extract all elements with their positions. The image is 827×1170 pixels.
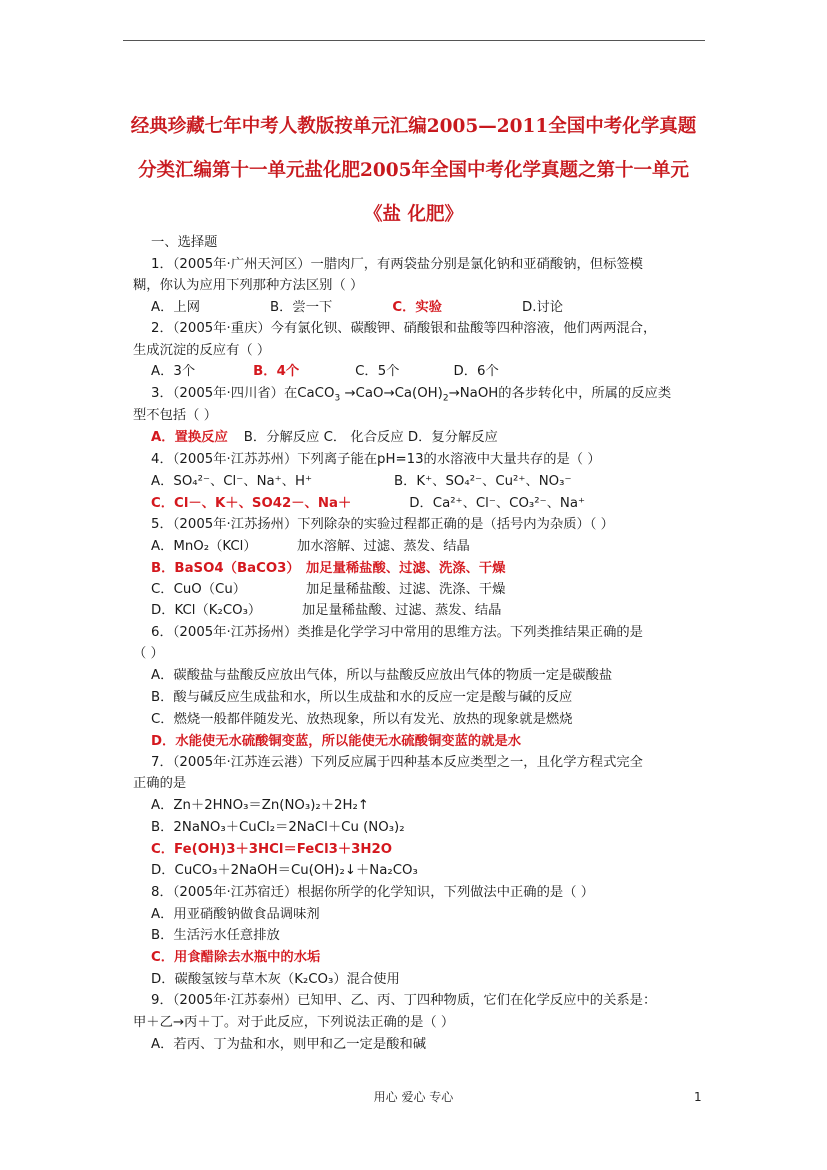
header-rule xyxy=(123,40,705,41)
title-line-3: 《盐 化肥》 xyxy=(364,204,463,225)
q4-options-cd xyxy=(151,495,585,513)
q8-option-b: B．生活污水任意排放 xyxy=(151,928,280,943)
q4-option-a: A．SO₄²⁻、Cl⁻、Na⁺、H⁺ xyxy=(151,474,312,489)
page-footer: 用心 爱心 专心 xyxy=(373,1090,454,1104)
q7-option-c: C．Fe(OH)3＋3HCl＝FeCl3＋3H2O xyxy=(151,842,393,857)
q4-option-c: C．Cl－、K＋、SO42－、Na＋ xyxy=(151,496,352,511)
q4-option-d: D．Ca²⁺、Cl⁻、CO₃²⁻、Na⁺ xyxy=(409,496,585,511)
q2-option-a: A．3个 xyxy=(151,364,196,379)
title-line-1: 经典珍藏七年中考人教版按单元汇编2005—2011全国中考化学真题 xyxy=(130,116,697,137)
q7-option-a: A．Zn＋2HNO₃＝Zn(NO₃)₂＋2H₂↑ xyxy=(151,798,369,813)
q1-option-a: A．上网 xyxy=(151,300,200,315)
q1-option-c: C．实验 xyxy=(392,300,442,315)
q2-option-c: C．5个 xyxy=(355,364,400,379)
q1-stem-1: 1．（2005年·广州天河区）一腊肉厂，有两袋盐分别是氯化钠和亚硝酸钠，但标签模 xyxy=(151,257,643,272)
q2-option-d: D．6个 xyxy=(453,364,499,379)
q1-options xyxy=(151,299,563,317)
q1-stem-2: 糊，你认为应用下列那种方法区别（ ） xyxy=(133,278,364,293)
section-heading: 一、选择题 xyxy=(151,235,218,250)
q8-stem: 8．（2005年·江苏宿迁）根据你所学的化学知识，下列做法中正确的是（ ） xyxy=(151,885,595,900)
q9-stem-2: 甲＋乙→丙＋丁。对于此反应，下列说法正确的是（ ） xyxy=(133,1015,455,1030)
q3-stem-2: 型不包括（ ） xyxy=(133,408,218,423)
q5-option-b: B．BaSO4（BaCO3） 加足量稀盐酸、过滤、洗涤、干燥 xyxy=(151,561,506,576)
q2-option-b: B．4个 xyxy=(253,364,300,379)
page-number: 1 xyxy=(694,1090,702,1104)
q7-stem-1: 7．（2005年·江苏连云港）下列反应属于四种基本反应类型之一，且化学方程式完全 xyxy=(151,755,643,770)
q4-stem: 4．（2005年·江苏苏州）下列离子能在pH=13的水溶液中大量共存的是（ ） xyxy=(151,452,601,467)
q7-stem-2: 正确的是 xyxy=(133,776,187,791)
q6-stem-2: （ ） xyxy=(133,646,164,661)
q8-option-c: C．用食醋除去水瓶中的水垢 xyxy=(151,950,321,965)
q6-option-a: A．碳酸盐与盐酸反应放出气体，所以与盐酸反应放出气体的物质一定是碳酸盐 xyxy=(151,668,613,683)
q5-option-a: A．MnO₂（KCl） 加水溶解、过滤、蒸发、结晶 xyxy=(151,539,470,554)
q6-option-d: D．水能使无水硫酸铜变蓝，所以能使无水硫酸铜变蓝的就是水 xyxy=(151,734,522,749)
q1-option-b: B．尝一下 xyxy=(270,300,333,315)
q2-stem-1: 2．（2005年·重庆）今有氯化钡、碳酸钾、硝酸银和盐酸等四种溶液，他们两两混合， xyxy=(151,321,657,336)
q7-option-d: D．CuCO₃＋2NaOH＝Cu(OH)₂↓＋Na₂CO₃ xyxy=(151,863,418,878)
q3-option-a: A．置换反应 xyxy=(151,430,228,445)
q9-option-a: A．若丙、丁为盐和水，则甲和乙一定是酸和碱 xyxy=(151,1037,427,1052)
q4-option-b: B．K⁺、SO₄²⁻、Cu²⁺、NO₃⁻ xyxy=(394,474,572,489)
q5-stem: 5．（2005年·江苏扬州）下列除杂的实验过程都正确的是（括号内为杂质）（ ） xyxy=(151,517,614,532)
q3-options-rest: B．分解反应 C． 化合反应 D．复分解反应 xyxy=(243,430,498,445)
q3-stem-1: 3．（2005年·四川省）在CaCO$_3$ $\to CaO\to Ca(OH)_2\to NaOH$的各步转化中，所属的反应类 xyxy=(151,386,672,404)
q1-option-d: D.讨论 xyxy=(521,300,564,315)
q5-option-d: D．KCl（K₂CO₃） 加足量稀盐酸、过滤、蒸发、结晶 xyxy=(151,603,502,618)
q7-option-b: B．2NaNO₃＋CuCl₂＝2NaCl＋Cu (NO₃)₂ xyxy=(151,820,405,835)
q6-option-c: C．燃烧一般都伴随发光、放热现象，所以有发光、放热的现象就是燃烧 xyxy=(151,712,573,727)
q2-options xyxy=(151,363,499,381)
q6-stem-1: 6．（2005年·江苏扬州）类推是化学学习中常用的思维方法。下列类推结果正确的是 xyxy=(151,625,643,640)
q4-options-ab xyxy=(151,473,571,491)
q6-option-b: B．酸与碱反应生成盐和水，所以生成盐和水的反应一定是酸与碱的反应 xyxy=(151,690,573,705)
q8-option-a: A．用亚硝酸钠做食品调味剂 xyxy=(151,907,320,922)
q2-stem-2: 生成沉淀的反应有（ ） xyxy=(133,343,271,358)
q8-option-d: D．碳酸氢铵与草木灰（K₂CO₃）混合使用 xyxy=(151,972,400,987)
q9-stem-1: 9．（2005年·江苏泰州）已知甲、乙、丙、丁四种物质，它们在化学反应中的关系是： xyxy=(151,993,657,1008)
title-line-2: 分类汇编第十一单元盐化肥2005年全国中考化学真题之第十一单元 xyxy=(138,160,689,181)
q3-options xyxy=(151,429,498,447)
q5-option-c: C．CuO（Cu） 加足量稀盐酸、过滤、洗涤、干燥 xyxy=(151,582,506,597)
